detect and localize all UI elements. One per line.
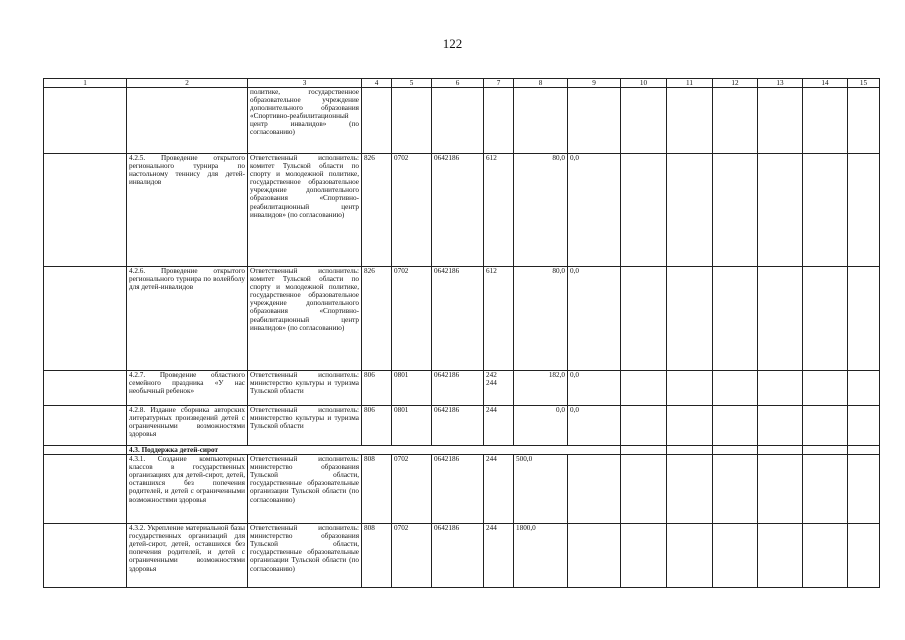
ministry-code bbox=[362, 88, 392, 154]
empty-cell bbox=[713, 88, 758, 154]
target-article-code: 0642186 bbox=[432, 371, 484, 406]
empty-cell bbox=[758, 88, 803, 154]
amount-value: 0,0 bbox=[514, 406, 568, 446]
target-article-code bbox=[432, 88, 484, 154]
empty-cell bbox=[803, 267, 848, 371]
empty-cell bbox=[621, 406, 667, 446]
target-article-code: 0642186 bbox=[432, 524, 484, 588]
ministry-code: 808 bbox=[362, 455, 392, 524]
empty-cell bbox=[758, 154, 803, 267]
column-number: 4 bbox=[362, 79, 392, 88]
amount-value: 80,0 bbox=[514, 267, 568, 371]
column-number: 8 bbox=[514, 79, 568, 88]
empty-cell bbox=[758, 455, 803, 524]
empty-cell bbox=[758, 371, 803, 406]
empty-cell bbox=[758, 446, 803, 455]
activity-name: 4.2.5. Проведение открытого регионального турнира по настольному теннису для детей-инвалидов bbox=[127, 154, 248, 267]
responsible-executor: Ответственный исполнитель: комитет Тульской области по спорту и молодежной политике, государственное образовательное учреждение дополнительного образования «Спортивно-реабилитационный центр инвалидов» (по согласованию) bbox=[248, 154, 362, 267]
section-code: 0801 bbox=[392, 371, 432, 406]
empty-cell bbox=[621, 154, 667, 267]
responsible-executor: Ответственный исполнитель: министерство образования Тульской области, государственные образовательные организации Тульской области (по согласованию) bbox=[248, 524, 362, 588]
empty-cell bbox=[713, 524, 758, 588]
empty-cell bbox=[667, 446, 713, 455]
empty-cell bbox=[621, 267, 667, 371]
budget-table bbox=[43, 78, 880, 588]
activity-name: 4.2.8. Издание сборника авторских литературных произведений детей с ограниченными возможностями здоровья bbox=[127, 406, 248, 446]
expense-type-code: 244 bbox=[484, 406, 514, 446]
column-number: 2 bbox=[127, 79, 248, 88]
empty-cell bbox=[667, 371, 713, 406]
amount-value-2 bbox=[568, 524, 621, 588]
section-title: 4.3. Поддержка детей-сирот bbox=[127, 446, 621, 455]
empty-cell bbox=[713, 154, 758, 267]
col1-cell bbox=[44, 88, 127, 154]
col1-cell bbox=[44, 446, 127, 455]
activity-name bbox=[127, 88, 248, 154]
col1-cell bbox=[44, 524, 127, 588]
empty-cell bbox=[803, 524, 848, 588]
empty-cell bbox=[803, 154, 848, 267]
amount-value: 182,0 bbox=[514, 371, 568, 406]
empty-cell bbox=[667, 88, 713, 154]
col1-cell bbox=[44, 371, 127, 406]
col1-cell bbox=[44, 267, 127, 371]
amount-value bbox=[514, 88, 568, 154]
table-row bbox=[44, 88, 880, 154]
empty-cell bbox=[848, 88, 880, 154]
activity-name: 4.2.6. Проведение открытого регионального турнира по волейболу для детей-инвалидов bbox=[127, 267, 248, 371]
column-number: 11 bbox=[667, 79, 713, 88]
empty-cell bbox=[667, 524, 713, 588]
column-number: 10 bbox=[621, 79, 667, 88]
expense-type-code: 612 bbox=[484, 267, 514, 371]
empty-cell bbox=[758, 406, 803, 446]
ministry-code: 826 bbox=[362, 267, 392, 371]
responsible-executor: политике, государственное образовательное учреждение дополнительного образования «Спортивно-реабилитационный центр инвалидов» (по согласованию) bbox=[248, 88, 362, 154]
empty-cell bbox=[803, 446, 848, 455]
empty-cell bbox=[621, 524, 667, 588]
section-row bbox=[44, 446, 880, 455]
column-number: 15 bbox=[848, 79, 880, 88]
table-row bbox=[44, 371, 880, 406]
activity-name: 4.3.1. Создание компьютерных классов в государственных организациях для детей-сирот, детей, оставшихся без попечения родителей, и детей с ограниченными возможностями здоровья bbox=[127, 455, 248, 524]
section-code: 0702 bbox=[392, 154, 432, 267]
empty-cell bbox=[667, 455, 713, 524]
empty-cell bbox=[758, 524, 803, 588]
empty-cell bbox=[667, 154, 713, 267]
column-number: 7 bbox=[484, 79, 514, 88]
column-number: 13 bbox=[758, 79, 803, 88]
empty-cell bbox=[713, 406, 758, 446]
responsible-executor: Ответственный исполнитель: министерство культуры и туризма Тульской области bbox=[248, 406, 362, 446]
table-row bbox=[44, 267, 880, 371]
empty-cell bbox=[848, 267, 880, 371]
expense-type-code: 244 bbox=[484, 524, 514, 588]
activity-name: 4.3.2. Укрепление материальной базы государственных организаций для детей-сирот, детей, оставшихся без попечения родителей, и детей с ограниченными возможностями здоровья bbox=[127, 524, 248, 588]
column-number: 12 bbox=[713, 79, 758, 88]
section-code: 0702 bbox=[392, 524, 432, 588]
empty-cell bbox=[667, 267, 713, 371]
amount-value-2: 0,0 bbox=[568, 154, 621, 267]
responsible-executor: Ответственный исполнитель: министерство культуры и туризма Тульской области bbox=[248, 371, 362, 406]
target-article-code: 0642186 bbox=[432, 455, 484, 524]
target-article-code: 0642186 bbox=[432, 267, 484, 371]
empty-cell bbox=[803, 406, 848, 446]
column-number: 5 bbox=[392, 79, 432, 88]
column-number: 6 bbox=[432, 79, 484, 88]
col1-cell bbox=[44, 154, 127, 267]
expense-type-code: 244 bbox=[484, 455, 514, 524]
empty-cell bbox=[621, 88, 667, 154]
empty-cell bbox=[621, 371, 667, 406]
ministry-code: 826 bbox=[362, 154, 392, 267]
empty-cell bbox=[848, 455, 880, 524]
empty-cell bbox=[803, 371, 848, 406]
amount-value: 500,0 bbox=[514, 455, 568, 524]
empty-cell bbox=[713, 267, 758, 371]
amount-value: 1800,0 bbox=[514, 524, 568, 588]
empty-cell bbox=[848, 406, 880, 446]
empty-cell bbox=[848, 524, 880, 588]
empty-cell bbox=[803, 455, 848, 524]
responsible-executor: Ответственный исполнитель: комитет Тульской области по спорту и молодежной политике, государственное образовательное учреждение дополнительного образования «Спортивно-реабилитационный центр инвалидов» (по согласованию) bbox=[248, 267, 362, 371]
table-row bbox=[44, 406, 880, 446]
column-number: 3 bbox=[248, 79, 362, 88]
expense-type-code: 612 bbox=[484, 154, 514, 267]
section-code bbox=[392, 88, 432, 154]
empty-cell bbox=[713, 446, 758, 455]
col1-cell bbox=[44, 406, 127, 446]
expense-type-code bbox=[484, 88, 514, 154]
empty-cell bbox=[848, 371, 880, 406]
empty-cell bbox=[848, 154, 880, 267]
empty-cell bbox=[758, 267, 803, 371]
ministry-code: 806 bbox=[362, 406, 392, 446]
amount-value-2 bbox=[568, 455, 621, 524]
activity-name: 4.2.7. Проведение областного семейного праздника «У нас необычный ребенок» bbox=[127, 371, 248, 406]
amount-value-2: 0,0 bbox=[568, 406, 621, 446]
responsible-executor: Ответственный исполнитель: министерство образования Тульской области, государственные образовательные организации Тульской области (по согласованию) bbox=[248, 455, 362, 524]
section-code: 0702 bbox=[392, 267, 432, 371]
ministry-code: 806 bbox=[362, 371, 392, 406]
table-row bbox=[44, 455, 880, 524]
target-article-code: 0642186 bbox=[432, 154, 484, 267]
empty-cell bbox=[713, 455, 758, 524]
section-code: 0702 bbox=[392, 455, 432, 524]
empty-cell bbox=[848, 446, 880, 455]
ministry-code: 808 bbox=[362, 524, 392, 588]
column-number: 14 bbox=[803, 79, 848, 88]
table-row bbox=[44, 154, 880, 267]
column-number: 9 bbox=[568, 79, 621, 88]
empty-cell bbox=[621, 446, 667, 455]
amount-value-2 bbox=[568, 88, 621, 154]
target-article-code: 0642186 bbox=[432, 406, 484, 446]
col1-cell bbox=[44, 455, 127, 524]
empty-cell bbox=[621, 455, 667, 524]
amount-value-2: 0,0 bbox=[568, 267, 621, 371]
column-number: 1 bbox=[44, 79, 127, 88]
table-body bbox=[44, 79, 880, 588]
section-code: 0801 bbox=[392, 406, 432, 446]
amount-value-2: 0,0 bbox=[568, 371, 621, 406]
amount-value: 80,0 bbox=[514, 154, 568, 267]
table-row bbox=[44, 524, 880, 588]
empty-cell bbox=[803, 88, 848, 154]
empty-cell bbox=[713, 371, 758, 406]
column-number-row bbox=[44, 79, 880, 88]
empty-cell bbox=[667, 406, 713, 446]
expense-type-code: 242 244 bbox=[484, 371, 514, 406]
page-number: 122 bbox=[442, 36, 463, 51]
